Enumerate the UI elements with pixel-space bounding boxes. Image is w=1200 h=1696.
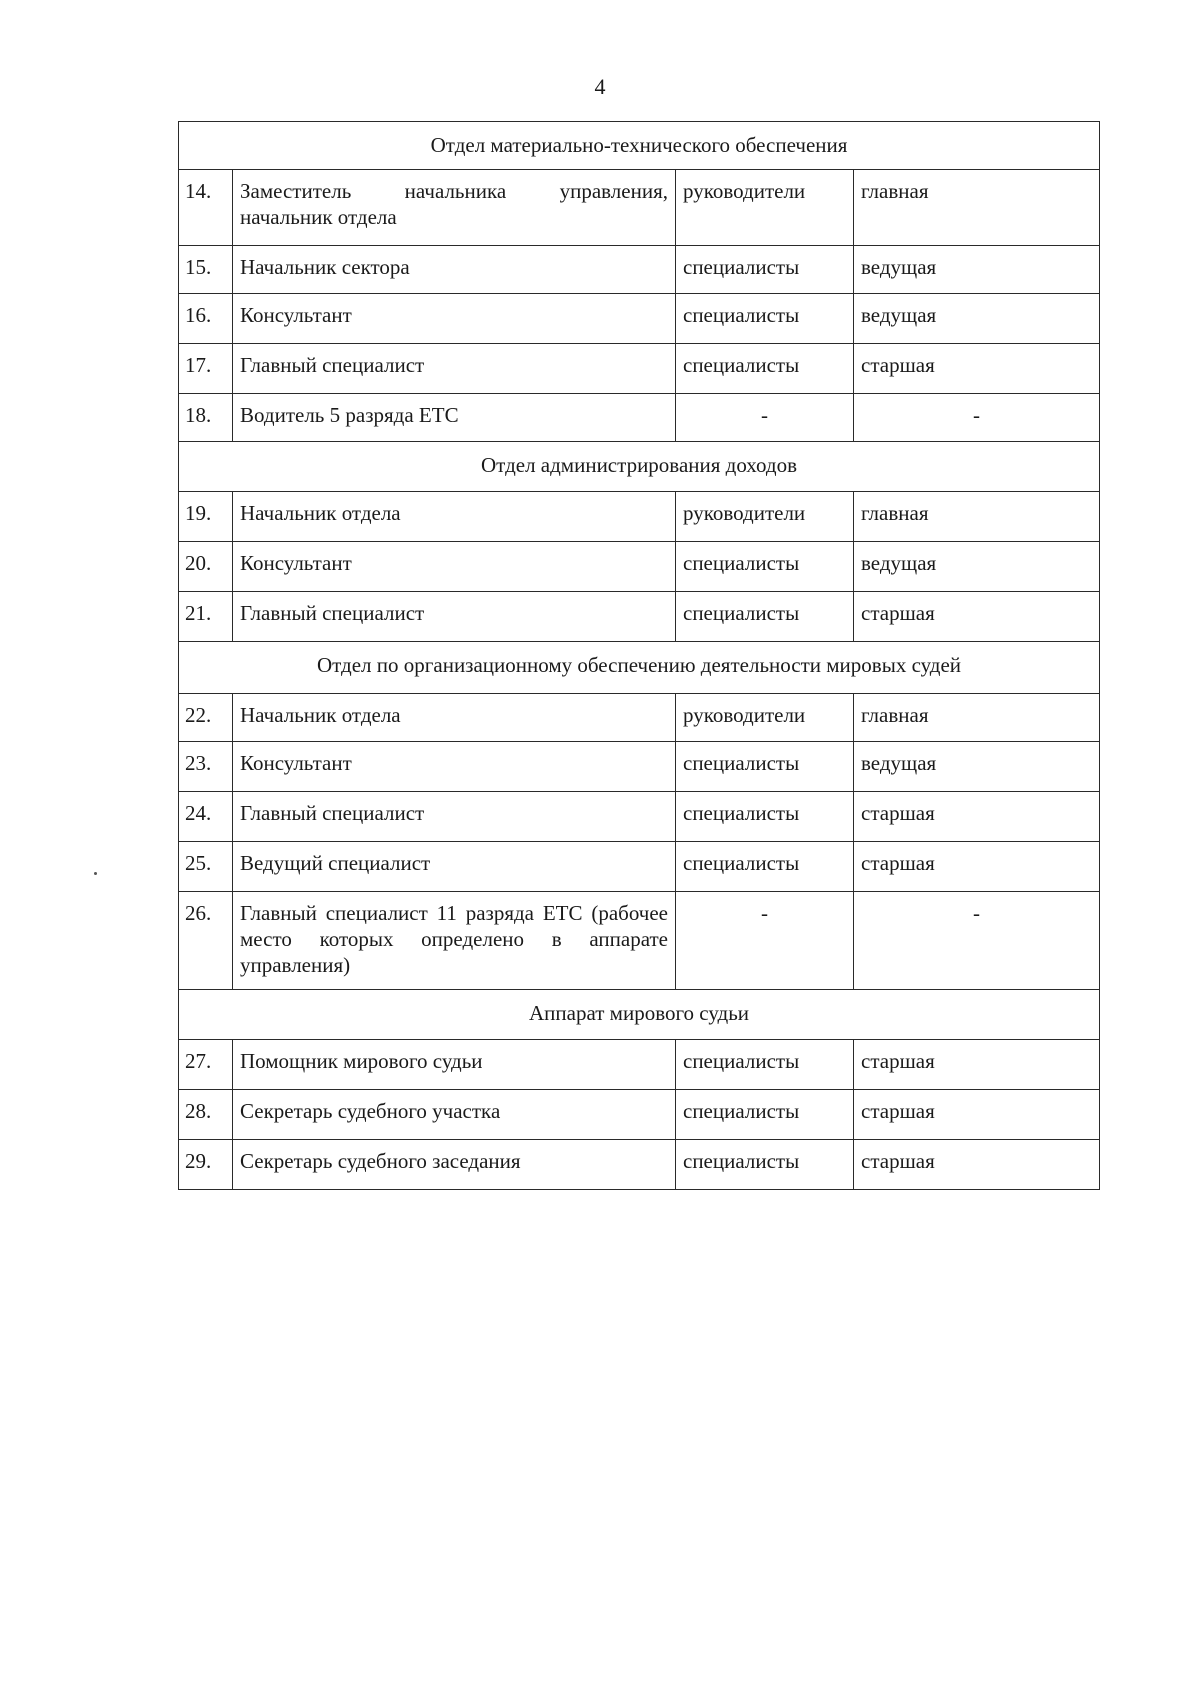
table-body (179, 122, 1100, 1190)
row-number: 20. (179, 542, 233, 592)
row-number: 18. (179, 394, 233, 442)
row-number: 28. (179, 1090, 233, 1140)
section-title: Отдел администрирования доходов (179, 442, 1100, 492)
position-group: специалисты (676, 842, 854, 892)
table-row (179, 792, 1100, 842)
position-title: Консультант (233, 742, 676, 792)
position-title: Заместитель начальника управления, начальник отдела (233, 170, 676, 246)
row-number: 23. (179, 742, 233, 792)
position-category: главная (854, 694, 1100, 742)
position-group: специалисты (676, 792, 854, 842)
position-group: руководители (676, 170, 854, 246)
position-category: ведущая (854, 542, 1100, 592)
position-title: Главный специалист 11 разряда ЕТС (рабочее место которых определено в аппарате управления) (233, 892, 676, 990)
position-title: Ведущий специалист (233, 842, 676, 892)
row-number: 22. (179, 694, 233, 742)
section-title: Отдел материально-технического обеспечения (179, 122, 1100, 170)
row-number: 19. (179, 492, 233, 542)
position-title: Начальник отдела (233, 694, 676, 742)
position-title: Секретарь судебного участка (233, 1090, 676, 1140)
position-group: - (676, 892, 854, 990)
position-title: Консультант (233, 294, 676, 344)
position-group: специалисты (676, 1140, 854, 1190)
table-row (179, 344, 1100, 394)
table-row (179, 742, 1100, 792)
position-title: Водитель 5 разряда ЕТС (233, 394, 676, 442)
row-number: 24. (179, 792, 233, 842)
position-group: специалисты (676, 542, 854, 592)
position-title: Помощник мирового судьи (233, 1040, 676, 1090)
positions-table (178, 121, 1100, 1190)
position-category: старшая (854, 592, 1100, 642)
position-title: Начальник сектора (233, 246, 676, 294)
position-title: Главный специалист (233, 792, 676, 842)
page-number: 4 (594, 74, 606, 99)
position-category: - (854, 394, 1100, 442)
position-category: ведущая (854, 294, 1100, 344)
table-row (179, 246, 1100, 294)
table-row (179, 294, 1100, 344)
table-row (179, 592, 1100, 642)
position-category: ведущая (854, 246, 1100, 294)
position-group: специалисты (676, 1090, 854, 1140)
scan-speck (94, 872, 97, 875)
position-title: Главный специалист (233, 344, 676, 394)
position-category: ведущая (854, 742, 1100, 792)
position-category: главная (854, 492, 1100, 542)
position-group: специалисты (676, 246, 854, 294)
position-group: специалисты (676, 592, 854, 642)
section-title: Аппарат мирового судьи (179, 990, 1100, 1040)
position-category: старшая (854, 842, 1100, 892)
position-group: руководители (676, 492, 854, 542)
table-row (179, 394, 1100, 442)
table-row (179, 1040, 1100, 1090)
section-header-row (179, 442, 1100, 492)
position-title: Секретарь судебного заседания (233, 1140, 676, 1190)
table-row (179, 694, 1100, 742)
section-header-row (179, 990, 1100, 1040)
position-category: старшая (854, 792, 1100, 842)
position-group: специалисты (676, 344, 854, 394)
row-number: 17. (179, 344, 233, 394)
position-category: - (854, 892, 1100, 990)
position-category: старшая (854, 1140, 1100, 1190)
position-title: Главный специалист (233, 592, 676, 642)
position-group: специалисты (676, 294, 854, 344)
table-row (179, 1090, 1100, 1140)
position-category: старшая (854, 1040, 1100, 1090)
row-number: 15. (179, 246, 233, 294)
position-category: старшая (854, 344, 1100, 394)
table-row (179, 842, 1100, 892)
row-number: 27. (179, 1040, 233, 1090)
table-row (179, 1140, 1100, 1190)
row-number: 29. (179, 1140, 233, 1190)
section-header-row (179, 642, 1100, 694)
position-category: старшая (854, 1090, 1100, 1140)
position-group: специалисты (676, 1040, 854, 1090)
table-row (179, 170, 1100, 246)
position-title: Начальник отдела (233, 492, 676, 542)
row-number: 25. (179, 842, 233, 892)
position-category: главная (854, 170, 1100, 246)
row-number: 16. (179, 294, 233, 344)
position-group: - (676, 394, 854, 442)
position-title: Консультант (233, 542, 676, 592)
position-group: руководители (676, 694, 854, 742)
row-number: 26. (179, 892, 233, 990)
table-row (179, 492, 1100, 542)
table-row (179, 892, 1100, 990)
row-number: 14. (179, 170, 233, 246)
section-title: Отдел по организационному обеспечению деятельности мировых судей (179, 642, 1100, 694)
table-row (179, 542, 1100, 592)
row-number: 21. (179, 592, 233, 642)
position-group: специалисты (676, 742, 854, 792)
section-header-row (179, 122, 1100, 170)
